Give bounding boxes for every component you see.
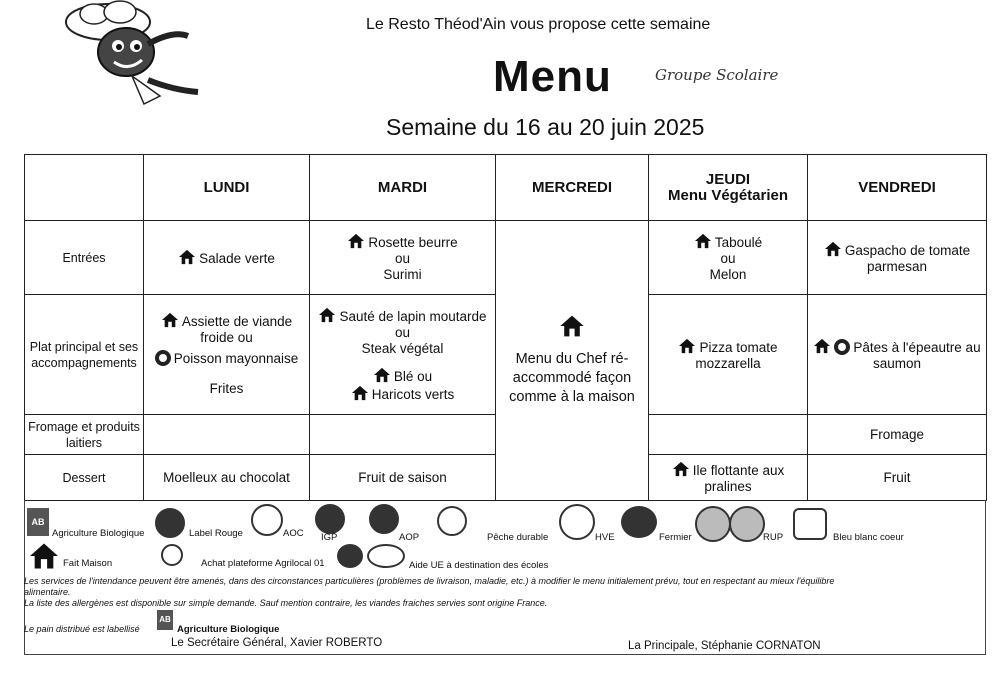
legend-ue: Aide UE à destination des écoles [409,560,549,571]
cell-mardi-fromage [310,415,496,455]
header-intro: Le Resto Théod'Ain vous propose cette semaine [366,16,711,33]
cell-lundi-fromage [144,415,310,455]
dish-text: Salade verte [199,250,275,266]
legend-peche: Pêche durable [487,532,549,543]
agrilocal-icon [161,544,183,566]
note-pain-label: Agriculture Biologique [177,624,280,635]
fait-maison-icon [161,312,179,328]
day-header-jeudi-label: JEUDI [705,170,751,188]
cell-lundi-plat [144,295,310,415]
day-header-vendredi: VENDREDI [808,155,987,221]
row-label-fromage: Fromage et produits laitiers [25,415,144,455]
peche-durable-icon [155,350,171,366]
cell-jeudi-plat [649,295,808,415]
cell-vendredi-plat [808,295,987,415]
row-label-entrees: Entrées [25,221,144,295]
legend-aop: AOP [399,532,420,543]
fait-maison-icon [694,233,712,249]
dish-text: Melon [709,266,747,282]
dish-text: Pâtes à l'épeautre au saumon [853,339,981,371]
legend-igp: IGP [321,532,338,543]
dish-text: Sauté de lapin moutarde [339,308,487,324]
fait-maison-icon [351,385,369,401]
fait-maison-icon [178,249,196,265]
legend-area [24,500,986,655]
legend-rup: RUP [763,532,784,543]
dish-text: Haricots verts [371,386,455,402]
dish-text: Steak végétal [361,340,444,356]
row-label-dessert: Dessert [25,455,144,501]
fait-maison-icon [672,461,690,477]
dish-text: Menu du Chef ré-accommodé façon comme à la maison [509,351,635,405]
note-intendance: Les services de l'intendance peuvent être amenés, dans des circonstances particulières (problèmes de livraison, maladie, etc.) à modifier le menu initialement prévu, tout en respectant au mieux l'équilibre [24,576,835,586]
bleu-blanc-coeur-icon [793,508,827,540]
aoc-icon [251,504,283,536]
label-rouge-icon [155,508,185,538]
cell-vendredi-fromage: Fromage [808,415,987,455]
weekly-menu-table [24,154,987,501]
dish-text: Rosette beurre [368,234,458,250]
dish-text: Taboulé [714,234,763,250]
dish-text: Ile flottante aux pralines [692,462,785,494]
dish-text: ou [394,324,411,340]
legend-bleu-blanc: Bleu blanc coeur [833,532,904,543]
handwritten-group-label: Groupe Scolaire [655,66,779,84]
dish-text: Gaspacho de tomate parmesan [844,242,971,274]
legend-hve: HVE [595,532,615,543]
fait-maison-icon [813,338,831,354]
dish-text: Blé ou [393,368,433,384]
cell-lundi-dessert: Moelleux au chocolat [144,455,310,501]
rup-icon-1 [695,506,731,542]
legend-fait-maison: Fait Maison [63,558,113,569]
fait-maison-icon [318,307,336,323]
dish-text: Frites [209,381,244,396]
cell-vendredi-dessert: Fruit [808,455,987,501]
dish-text: Poisson mayonnaise [173,351,299,366]
week-label: Semaine du 16 au 20 juin 2025 [386,114,705,140]
cell-jeudi-entree [649,221,808,295]
legend-fermier: Fermier [659,532,692,543]
igp-icon [315,504,345,534]
rup-icon-2 [729,506,765,542]
corner-cell [25,155,144,221]
cell-mardi-dessert: Fruit de saison [310,455,496,501]
signature-principale: La Principale, Stéphanie CORNATON [628,640,821,652]
fait-maison-icon [678,338,696,354]
fait-maison-icon [347,233,365,249]
cell-lundi-entree [144,221,310,295]
agriculture-biologique-logo-small: AB [157,610,173,630]
note-allergenes: La liste des allergènes est disponible sur simple demande. Sauf mention contraire, les viandes fraiches servies sont origine France. [24,598,548,608]
dish-text: ou [720,250,736,266]
cell-mardi-plat [310,295,496,415]
ue-logo-icon [367,544,405,568]
day-header-jeudi [649,155,808,221]
cell-mercredi-menu [496,221,649,501]
peche-durable-logo-icon [437,506,467,536]
legend-label-rouge: Label Rouge [189,528,243,539]
dish-text: Pizza tomate mozzarella [695,339,778,371]
cell-jeudi-fromage [649,415,808,455]
fermier-badge-icon [621,506,657,538]
day-header-mercredi: MERCREDI [496,155,649,221]
day-header-jeudi-sub: Menu Végétarien [667,186,789,204]
hve-icon [559,504,595,540]
fait-maison-icon [27,542,61,570]
legend-bio: Agriculture Biologique [52,528,145,539]
note-pain: Le pain distribué est labellisé [24,624,140,634]
day-header-lundi: LUNDI [144,155,310,221]
peche-durable-icon [834,339,850,355]
agriculture-biologique-logo: AB [27,508,49,536]
fait-maison-icon [373,367,391,383]
dish-text: ou [394,250,411,266]
table-row [25,221,987,295]
cell-vendredi-entree [808,221,987,295]
fait-maison-icon [824,241,842,257]
ue-apple-icon [337,544,363,568]
day-header-mardi: MARDI [310,155,496,221]
cell-mardi-entree [310,221,496,295]
note-intendance-end: alimentaire. [24,587,71,597]
dish-text: Assiette de viande froide ou [181,314,293,345]
signature-secretaire: Le Secrétaire Général, Xavier ROBERTO [171,637,383,649]
page-title: Menu [493,52,612,101]
legend-aoc: AOC [283,528,304,539]
aop-icon [369,504,399,534]
cell-jeudi-dessert [649,455,808,501]
row-label-plat: Plat principal et ses accompagnements [25,295,144,415]
chef-mascot-illustration [48,0,208,112]
fait-maison-icon [559,314,585,338]
dish-text: Surimi [383,266,422,282]
table-row [25,155,987,221]
legend-agrilocal: Achat plateforme Agrilocal 01 [201,558,325,569]
